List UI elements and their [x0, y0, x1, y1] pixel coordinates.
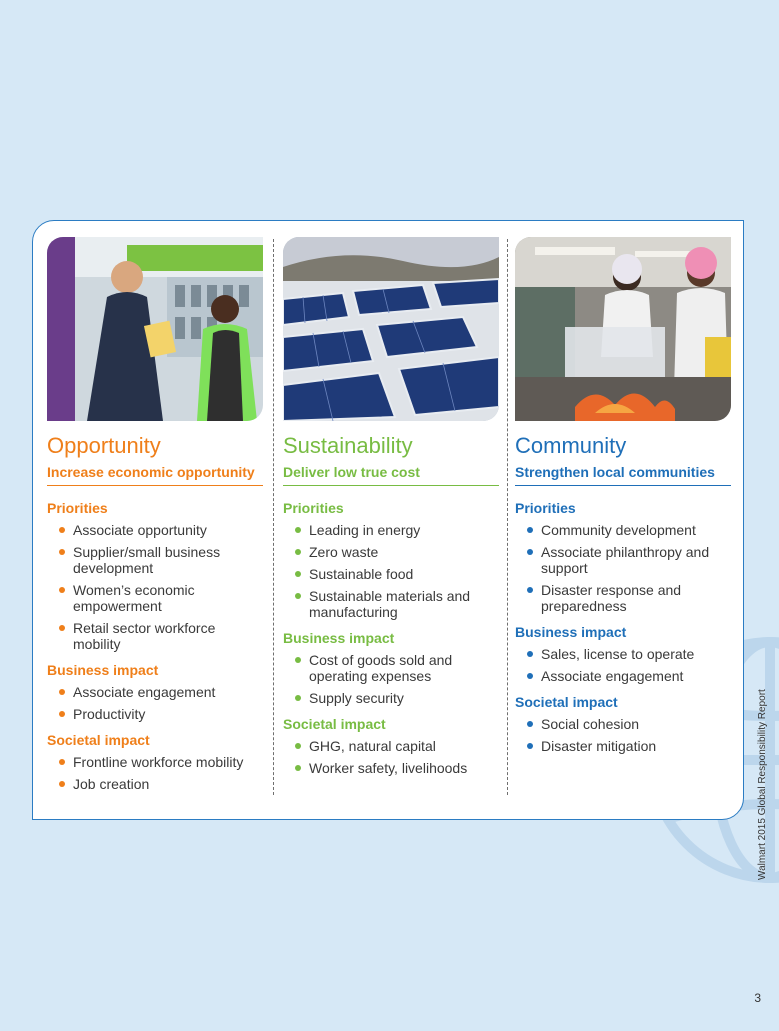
column-subtitle: Increase economic opportunity — [47, 464, 263, 486]
list-item: Disaster mitigation — [515, 738, 731, 754]
list-item: Supplier/small business development — [47, 544, 263, 576]
list-item: Retail sector workforce mobility — [47, 620, 263, 652]
community-column — [515, 237, 731, 754]
list-item: Community development — [515, 522, 731, 538]
list-item: Associate philanthropy and support — [515, 544, 731, 576]
pillars-card — [32, 220, 744, 820]
list-item: Supply security — [283, 690, 499, 706]
section-heading: Priorities — [47, 500, 108, 516]
associates-photo — [47, 237, 263, 421]
kitchen-volunteers-photo — [515, 237, 731, 421]
list-item: Frontline workforce mobility — [47, 754, 263, 770]
list-item: Associate engagement — [47, 684, 263, 700]
solar-panels-photo — [283, 237, 499, 421]
section-heading: Societal impact — [47, 732, 150, 748]
section-heading: Business impact — [515, 624, 627, 640]
column-title: Sustainability — [283, 433, 413, 458]
section-heading: Societal impact — [283, 716, 386, 732]
list-item: Women’s economic empowerment — [47, 582, 263, 614]
section-heading: Business impact — [47, 662, 159, 678]
list-item: Social cohesion — [515, 716, 731, 732]
column-subtitle: Deliver low true cost — [283, 464, 499, 486]
list-item: Cost of goods sold and operating expenses — [283, 652, 499, 684]
report-title-vertical: Walmart 2015 Global Responsibility Report — [757, 689, 768, 880]
list-item: Sustainable food — [283, 566, 499, 582]
list-item: Disaster response and preparedness — [515, 582, 731, 614]
section-heading: Business impact — [283, 630, 395, 646]
list-item: Associate engagement — [515, 668, 731, 684]
page-number: 3 — [754, 991, 761, 1005]
list-item: Productivity — [47, 706, 263, 722]
list-item: Associate opportunity — [47, 522, 263, 538]
list-item: Worker safety, livelihoods — [283, 760, 499, 776]
section-heading: Societal impact — [515, 694, 618, 710]
list-item: GHG, natural capital — [283, 738, 499, 754]
sustainability-column — [283, 237, 499, 776]
column-subtitle: Strengthen local communities — [515, 464, 731, 486]
column-divider — [273, 239, 274, 795]
section-heading: Priorities — [515, 500, 576, 516]
list-item: Zero waste — [283, 544, 499, 560]
column-divider — [507, 239, 508, 795]
list-item: Sustainable materials and manufacturing — [283, 588, 499, 620]
column-title: Opportunity — [47, 433, 161, 458]
list-item: Sales, license to operate — [515, 646, 731, 662]
list-item: Job creation — [47, 776, 263, 792]
opportunity-column — [47, 237, 263, 792]
section-heading: Priorities — [283, 500, 344, 516]
list-item: Leading in energy — [283, 522, 499, 538]
column-title: Community — [515, 433, 627, 458]
